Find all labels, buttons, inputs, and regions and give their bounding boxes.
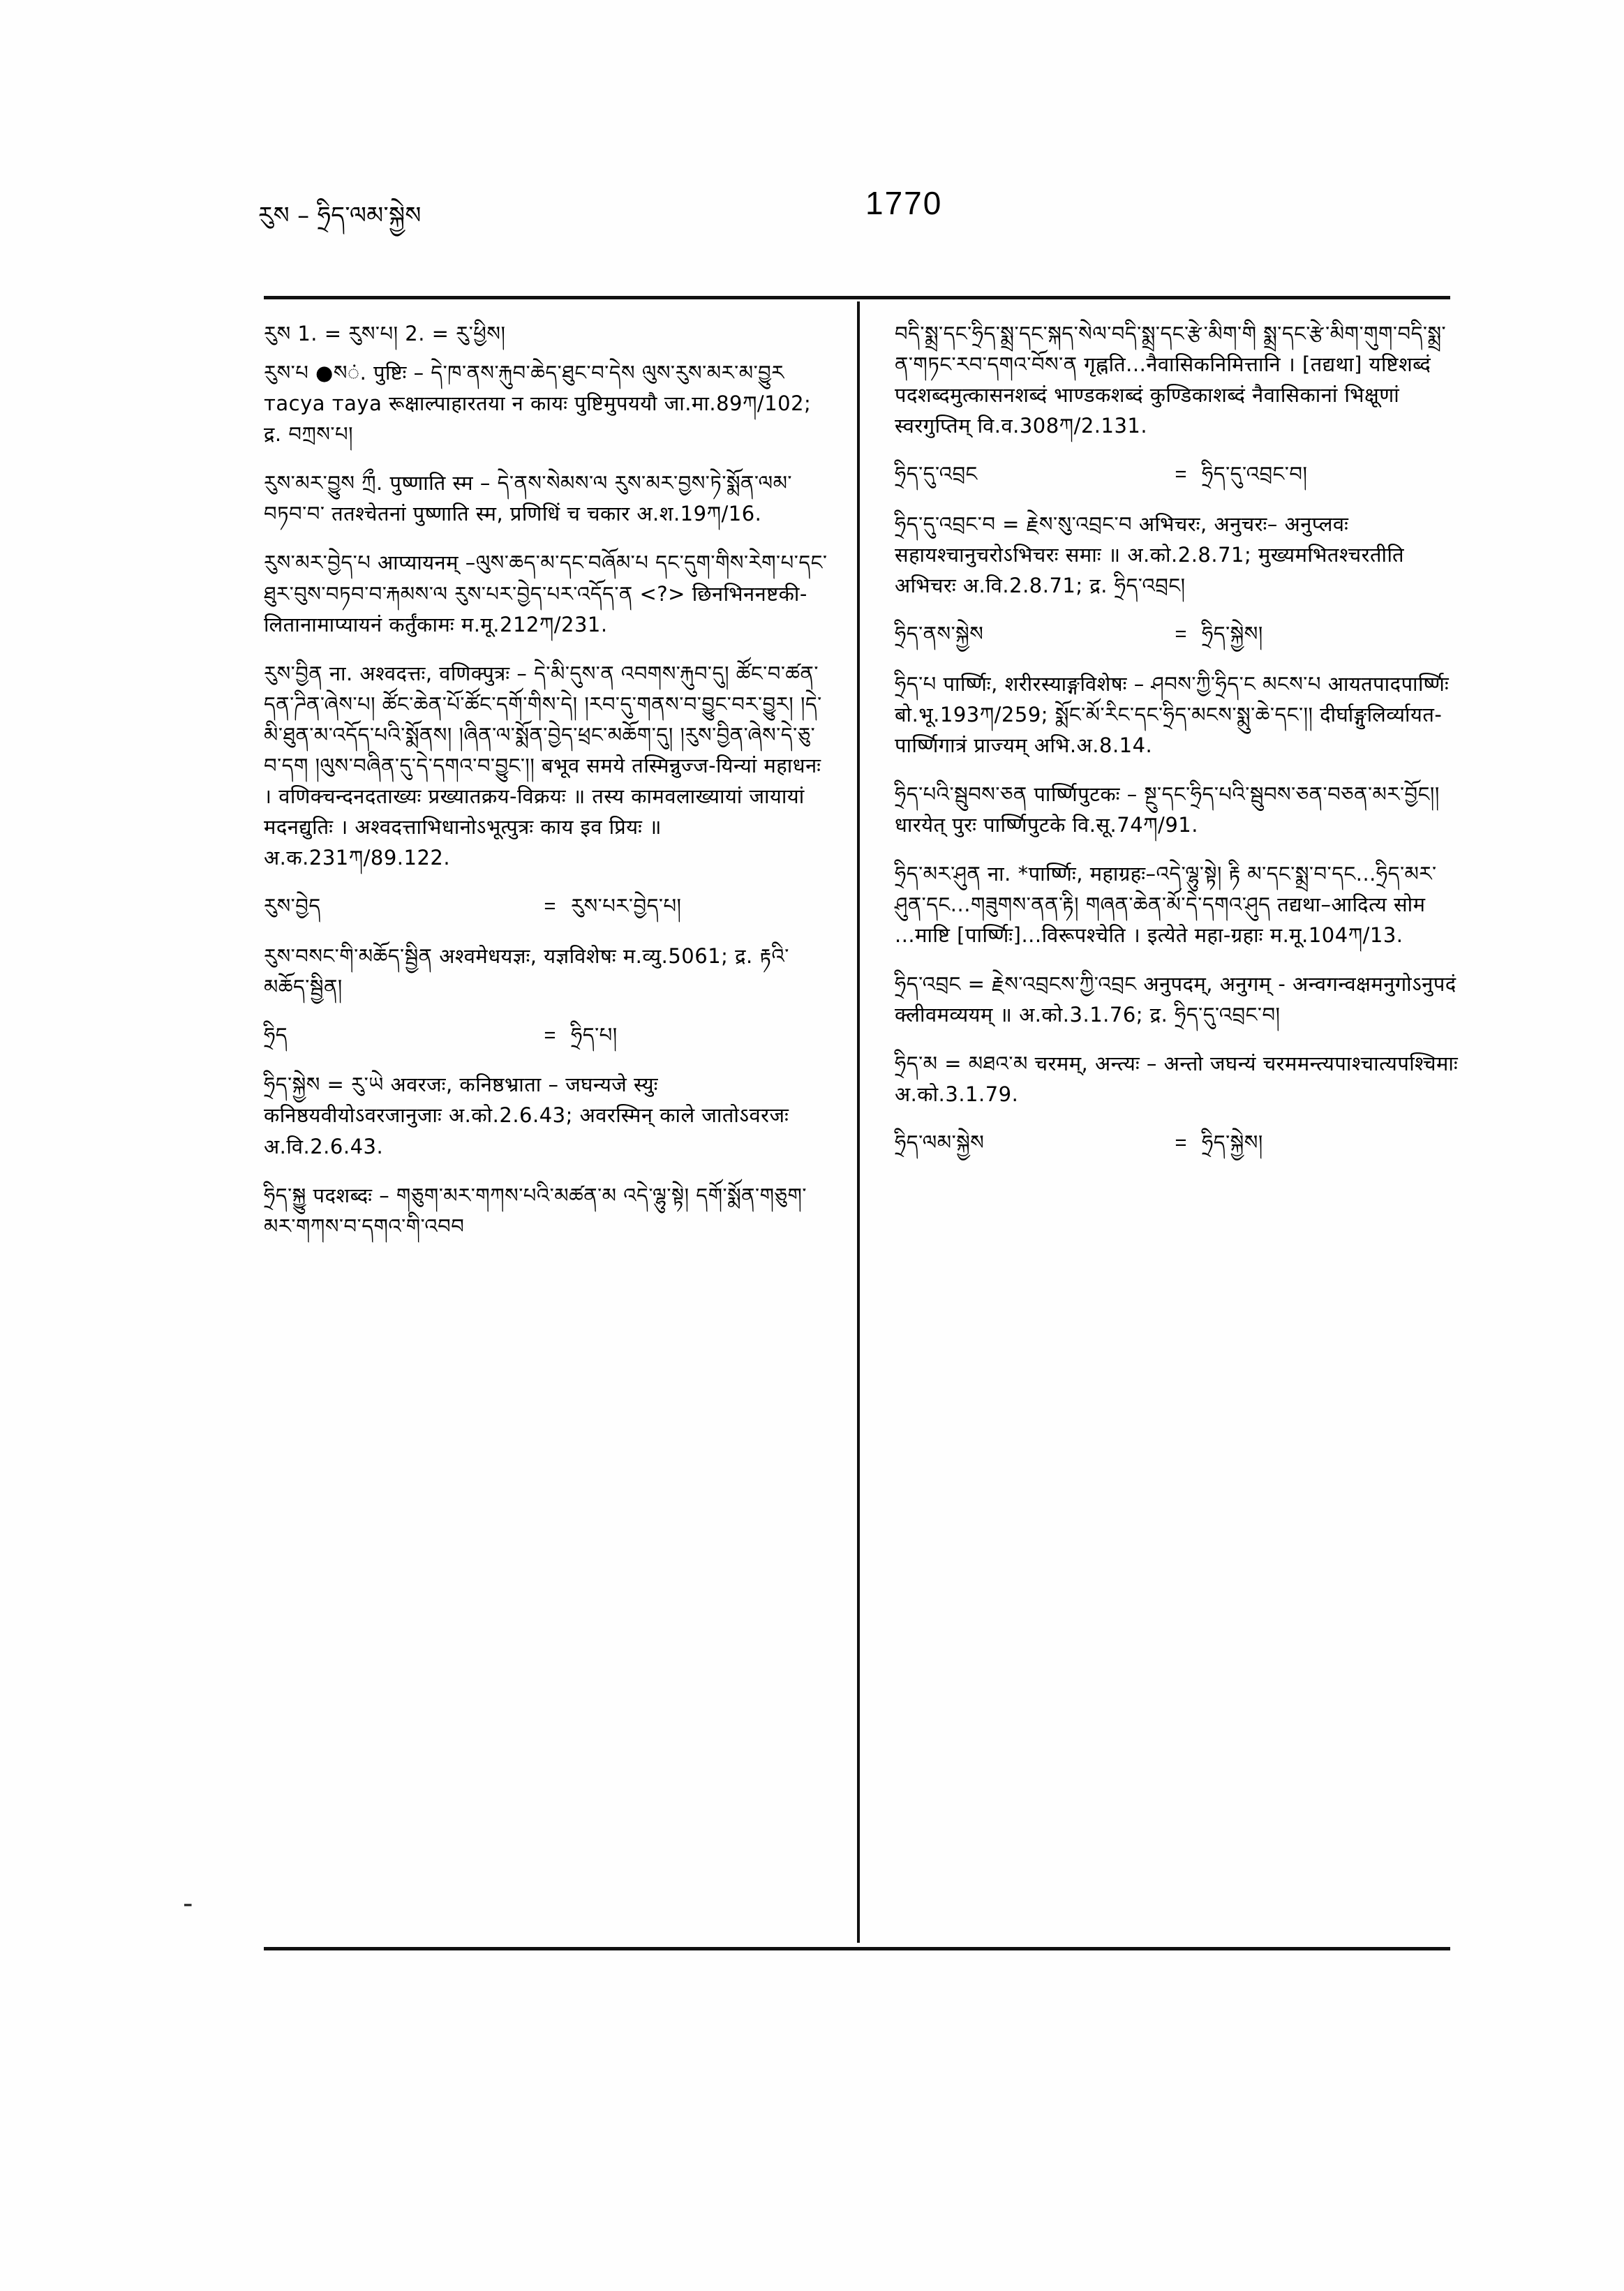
xref-hrid-du-bzang <box>895 459 1460 491</box>
equals-sign: = <box>1175 1132 1187 1155</box>
xref-key: ཧྲིད་ནས་སྐྱེས <box>895 622 984 646</box>
xref-key: ཧྲིད་ལམ་སྐྱེས <box>895 1130 985 1155</box>
entry-hrid-du-bzang-ba: ཧྲིད་དུ་འབྲང་བ = རྗེས་སུ་འབྲང་བ अभिचरः, अनुचरः– अनुप्लवः सहायश्चानुचरोऽभिचरः समाः ॥ अ.को.2.8.71; मुख्यमभितश्चरतीति अभिचरः अ.वि.2.8.71; द्र. ཧྲིད་འབྲང། <box>895 512 1405 597</box>
xref-value: ཧྲིད་སྐྱེས། <box>1202 622 1263 646</box>
entry-rus-par-byas: རུས་མར་བྱུས ཀྲྀ. पुष्णाति स्म – དེ་ནས་སེམས་ལ རུས་མར་བྱས་ཏེ་སྨོན་ལམ་བཏབ་བ་ ततश्चेतनां पुष्णाति स्म, प्रणिधिं च चकार अ.श.19ཀ/16. <box>264 471 793 526</box>
right-column <box>895 318 1460 1177</box>
entry-hrid-pai-sbubs: ཧྲིད་པའི་སྦུབས་ཅན पार्ष्णिपुटकः – སྔུ་དང་ཧྲིད་པའི་སྦུབས་ཅན་བཅན་མར་བྱོང།། धारयेत् पुरः पार्ष्णिपुटके वि.सू.74ཀ/91. <box>895 782 1440 837</box>
xref-key: ཧྲིད་དུ་འབྲང <box>895 462 978 486</box>
entry-hrid-brang: ཧྲིད་འབྲང = རྗེས་འབྲངས་ཀྱི་འབྲང अनुपदम्, अनुगम् - अन्वगन्वक्षमनुगोऽनुपदं क्लीवमव्ययम् ॥ अ.को.3.1.76; द्र. ཧྲིད་དུ་འབྲང་བ། <box>895 972 1457 1027</box>
entry-hrid-ma: ཧྲིད་མ = མཐའ་མ चरमम्, अन्त्यः – अन्तो जघन्यं चरममन्त्यपाश्चात्यपश्चिमाः अ.को.3.1.79. <box>895 1052 1459 1107</box>
xref-hrid <box>264 1020 829 1052</box>
entry-hrid-mar-shun: ཧྲིད་མར་ཤུན ना. *पार्ष्णिः, महाग्रहः–འདེ་ལྷུ་སྟེ། རྟི མ་དང་སྨྲ་བ་དང...ཧྲིད་མར་ཤུན་དང...གཟུགས་ནན་རྟི། གཞན་ཆེན་མོ་དེ་དགའ་ཤུད तद्यथा–आदित्य सोम ...माष्टि [पार्ष्णिः]...विरूपश्चेति । इत्येते महा-ग्रहाः म.मू.104ཀ/13. <box>895 861 1437 948</box>
entry-rus-pa: རུས་པ ●སं. पुष्टिः – དེ་ཁ་ནས་རྐུབ་ཆེད་ཐུང་བ་དེས ལུས་རུས་མར་མ་བྱུར тасya тaya रूक्षाल्पाहारतया न कायः पुष्टिमुपययौ जा.मा.89ཀ/102; द्र. བཀྲས་པ། <box>264 361 812 447</box>
xref-key: ཧྲིད <box>264 1022 288 1047</box>
page-header <box>258 185 1375 237</box>
xref-key: རུས་བྱེད <box>264 894 321 918</box>
running-head: རུས – ཧྲིད་ལམ་སྐྱེས <box>258 202 422 230</box>
xref-hrid-nas-skyes <box>895 619 1460 650</box>
entry-continuation: བདི་སྨྲ་དང་ཧྲིད་སྨྲ་དང་སྐད་སེལ་བདི་སྨྲ་དང་རྩེ་མིག་གི སྨྲ་དང་རྩེ་མིག་གུག་བདི་སྨྲ་ན་གཏང་རབ་དགའ་བོས་ན गृह्नति...नैवासिकनिमित्तानि । [तद्यथा] यष्टिशब्दं पदशब्दमुत्कासनशब्दं भाण्डकशब्दं कुण्डिकाशब्दं नैवासिकानां भिक्षूणां स्वरगुप्तिम् वि.व.308ཀ/2.131. <box>895 322 1447 438</box>
entry-rus-1: རུས 1. = རུས་པ། 2. = རུ་ཕྱིས། <box>264 322 506 345</box>
xref-value: ཧྲིད་སྐྱེས། <box>1202 1130 1263 1155</box>
entry-rus-par-byed-pa: རུས་མར་བྱེད་པ आप्यायनम् –ལུས་ཆད་མ་དང་བཞོམ་པ དང་དུག་གིས་རེག་པ་དང་ཐུར་བུས་བཏབ་བ་རྐམས་ལ རུས་པར་བྱེད་པར་འདོད་ན <?> छिनभिननष्टकी-लितानामाप्यायनं कर्तुंकामः म.मू.212ཀ/231. <box>264 551 828 636</box>
xref-value: ཧྲིད་པ། <box>571 1022 618 1047</box>
margin-mark: - <box>183 1888 193 1920</box>
xref-hrid-lam-skyes <box>895 1128 1460 1159</box>
page-number: 1770 <box>865 185 943 221</box>
column-divider <box>857 301 860 1943</box>
entry-rus-bsang: རུས་བསང་གི་མཆོད་སྦྱིན अश्वमेधयज्ञः, यज्ञविशेषः म.व्यु.5061; द्र. རྟའི་མཆོད་སྦྱིན། <box>264 943 789 999</box>
equals-sign: = <box>544 1024 556 1047</box>
xref-value: ཧྲིད་དུ་འབྲང་བ། <box>1202 462 1308 486</box>
left-column <box>264 318 829 1260</box>
xref-rus-byed <box>264 891 829 923</box>
entry-rus-byin: རུས་བྱིན ना. अश्वदत्तः, वणिक्पुत्रः – དེ་མི་དུས་ན འབགས་རྐུབ་དུ། ཚོང་བ་ཚན་དན་ཌིན་ཞེས་པ། ཚོང་ཆེན་པོ་ཚོང་དགོ་གིས་དེ། །རབ་དུ་གནས་བ་བྱུང་བར་བྱུར། །དེ་མི་ཐུན་མ་འདོད་པའི་སྨོནས། །ཞིན་ལ་སྨོན་བྱེད་ཕྲང་མཆོག་དུ། །རུས་བྱིན་ཞེས་དེ་ཅུ་བ་དག །ལུས་བཞིན་དུ་དེ་དགའ་བ་བྱུང༌།། बभूव समये तस्मिन्नुज्ज-यिन्यां महाधनः । वणिक्चन्दनदताख्यः प्रख्यातक्रय-विक्रयः ॥ तस्य कामवलाख्यायां जायायां मदनद्युतिः । अश्वदत्ताभिधानोऽभूत्पुत्रः काय इव प्रियः ॥ अ.क.231ཀ/89.122. <box>264 661 822 870</box>
xref-value: རུས་པར་བྱེད་པ། <box>571 894 682 918</box>
entry-hrid-kyu: ཧྲིད་སྐྱུ पदशब्दः – གཅུག་མར་གཀས་པའི་མཚན་མ འདེ་ལྷུ་སྟེ། དགོ་སྨོན་གཅུག་མར་གཀས་བ་དགའ་གི་འབབ <box>264 1183 807 1238</box>
equals-sign: = <box>544 895 556 918</box>
entry-hrid-skyes: ཧྲིད་སྐྱེས = རུ་ཡེ अवरजः, कनिष्ठभ्राता – जघन्यजे स्युः कनिष्ठयवीयोऽवरजानुजाः अ.को.2.6.43; अवरस्मिन् काले जातोऽवरजः अ.वि.2.6.43. <box>264 1073 789 1158</box>
equals-sign: = <box>1175 623 1187 646</box>
footer-rule <box>264 1947 1450 1950</box>
entry-hrid-pa: ཧྲིད་པ पार्ष्णिः, शरीरस्याङ्गविशेषः – ཤབས་ཀྱི་ཧྲིད་ང མངས་པ आयतपादपार्ष्णिः बो.भू.193ཀ/259; སྨོང་མོ་རིང་དང་ཧྲིད་མངས་སྨུ་ཆེ་དང་།། दीर्घाङ्गुलिर्व्यायत-पार्ष्णिगात्रं प्राज्यम् अभि.अ.8.14. <box>895 671 1450 757</box>
header-rule <box>264 296 1450 299</box>
equals-sign: = <box>1175 463 1187 486</box>
